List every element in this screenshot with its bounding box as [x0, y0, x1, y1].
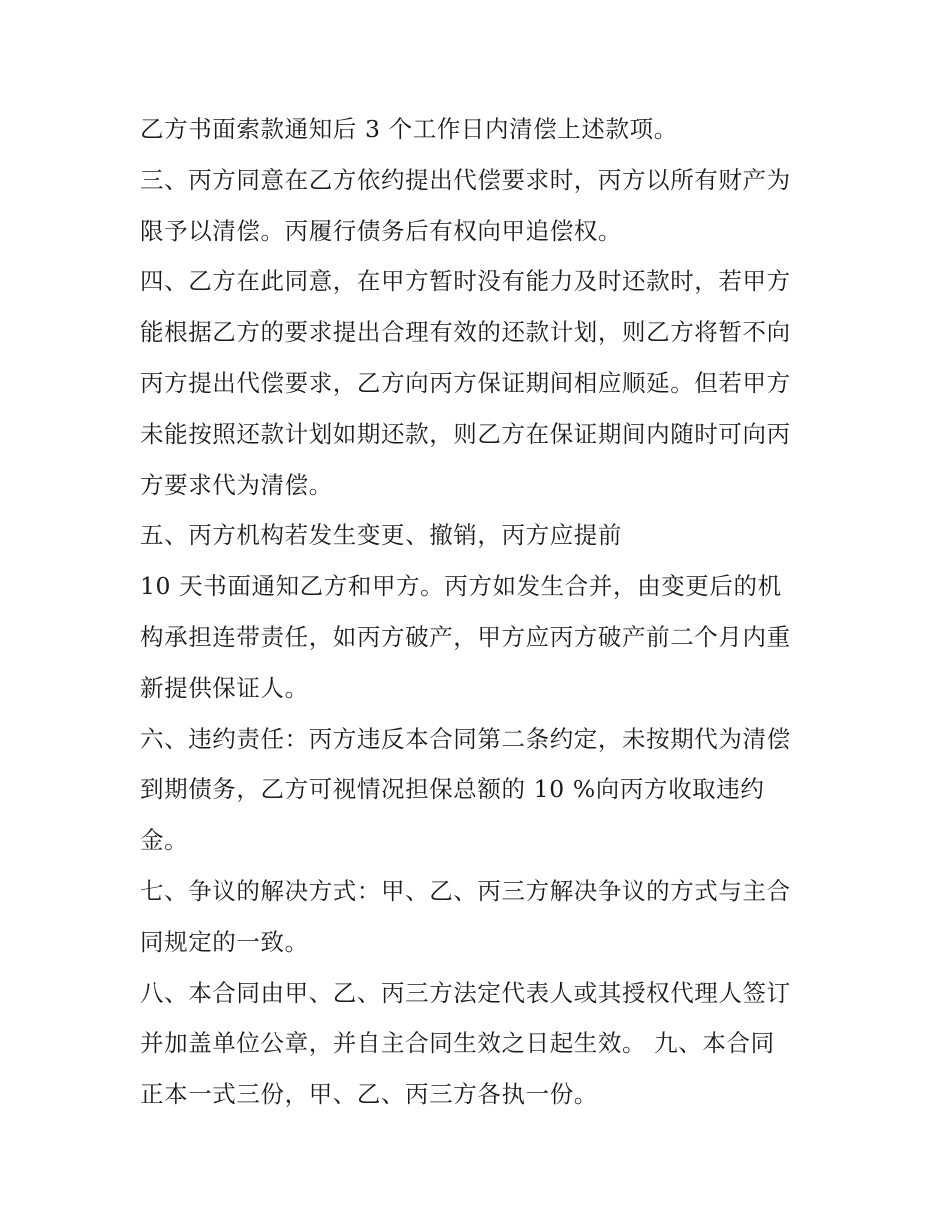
text-line: 六、违约责任：丙方违反本合同第二条约定，未按期代为清偿 — [140, 724, 791, 753]
text-line: 10 天书面通知乙方和甲方。丙方如发生合并，由变更后的机 — [140, 572, 782, 601]
text-line: 新提供保证人。 — [140, 673, 309, 702]
text-line: 方要求代为清偿。 — [140, 470, 333, 499]
text-line: 金。 — [140, 826, 189, 855]
text-line: 三、丙方同意在乙方依约提出代偿要求时，丙方以所有财产为 — [140, 165, 791, 194]
text-line: 七、争议的解决方式：甲、乙、丙三方解决争议的方式与主合 — [140, 876, 791, 905]
text-line: 限予以清偿。丙履行债务后有权向甲追偿权。 — [140, 216, 622, 245]
text-line: 四、乙方在此同意，在甲方暂时没有能力及时还款时，若甲方 — [140, 267, 791, 296]
text-line: 乙方书面索款通知后 3 个工作日内清偿上述款项。 — [140, 115, 678, 143]
text-line: 五、丙方机构若发生变更、撤销，丙方应提前 — [140, 521, 622, 550]
text-line: 正本一式三份，甲、乙、丙三方各执一份。 — [140, 1080, 598, 1109]
contract-body — [140, 104, 830, 1120]
text-line: 丙方提出代偿要求，乙方向丙方保证期间相应顺延。但若甲方 — [140, 368, 791, 397]
text-line: 能根据乙方的要求提出合理有效的还款计划，则乙方将暂不向 — [140, 318, 791, 347]
text-line: 同规定的一致。 — [140, 927, 309, 956]
text-line: 并加盖单位公章，并自主合同生效之日起生效。 九、本合同 — [140, 1029, 775, 1058]
text-line: 到期债务，乙方可视情况担保总额的 10 %向丙方收取违约 — [140, 775, 765, 804]
text-line: 八、本合同由甲、乙、丙三方法定代表人或其授权代理人签订 — [140, 978, 791, 1007]
text-line: 未能按照还款计划如期还款，则乙方在保证期间内随时可向丙 — [140, 419, 791, 448]
text-line: 构承担连带责任，如丙方破产，甲方应丙方破产前二个月内重 — [140, 622, 791, 651]
